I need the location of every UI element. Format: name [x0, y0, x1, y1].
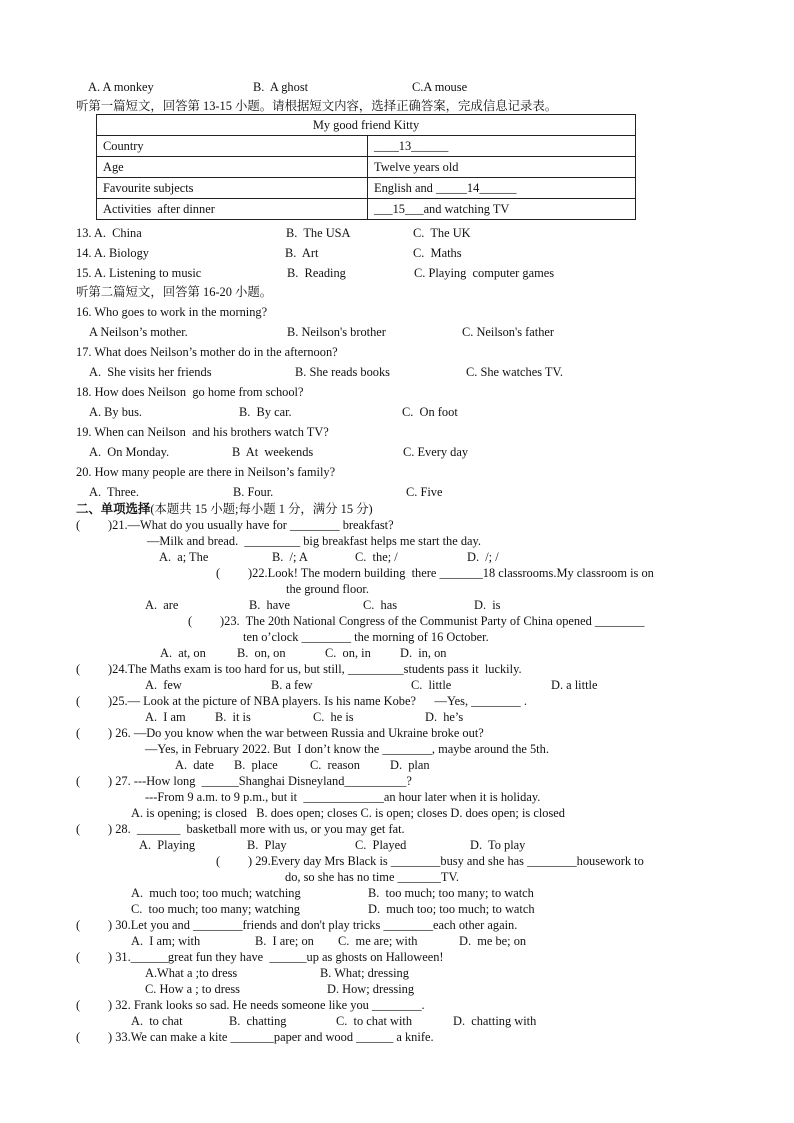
- q24-option-a: A. few: [145, 678, 182, 692]
- q24-option-d: D. a little: [551, 678, 598, 692]
- q22-option-d: D. is: [474, 598, 501, 612]
- table-row: [97, 157, 636, 178]
- q18-question: 18. How does Neilson go home from school?: [76, 385, 304, 399]
- q28-option-d: D. To play: [470, 838, 526, 852]
- q20-option-b: B. Four.: [233, 485, 274, 499]
- q29-option-c: C. too much; too many; watching: [131, 902, 300, 916]
- q24-option-b: B. a few: [271, 678, 313, 692]
- q32-option-b: B. chatting: [229, 1014, 287, 1028]
- q14-option-c: C. Maths: [413, 246, 462, 260]
- table-value: Twelve years old: [368, 157, 636, 178]
- table-title: My good friend Kitty: [97, 115, 636, 136]
- q15-option-b: B. Reading: [287, 266, 346, 280]
- prev-option-b: B. A ghost: [253, 80, 309, 94]
- q19-option-a: A. On Monday.: [89, 445, 170, 459]
- q22-option-c: C. has: [363, 598, 398, 612]
- table-row: [97, 199, 636, 220]
- table-label: Favourite subjects: [97, 178, 368, 199]
- q25-question: ( )25.— Look at the picture of NBA players. Is his name Kobe? —Yes, ________ .: [76, 694, 527, 708]
- q25-option-b: B. it is: [215, 710, 251, 724]
- q18-option-a: A. By bus.: [89, 405, 143, 419]
- q19-option-b: B At weekends: [232, 445, 314, 459]
- q18-option-c: C. On foot: [402, 405, 458, 419]
- q31-option-c: C. How a ; to dress: [145, 982, 240, 996]
- q28-option-c: C. Played: [355, 838, 407, 852]
- q24-question: ( )24.The Maths exam is too hard for us, but still, _________students pass it luckily.: [76, 662, 522, 676]
- q22-option-a: A. are: [145, 598, 179, 612]
- q21-question: ( )21.—What do you usually have for ________ breakfast?: [76, 518, 394, 532]
- q23-question: ( )23. The 20th National Congress of the Communist Party of China opened ________: [188, 614, 645, 628]
- mc-heading-title: 二、单项选择: [76, 502, 151, 516]
- q13-option-a: 13. A. China: [76, 226, 142, 240]
- q32-option-d: D. chatting with: [453, 1014, 537, 1028]
- q29-option-a: A. much too; too much; watching: [131, 886, 301, 900]
- q31-option-b: B. What; dressing: [320, 966, 409, 980]
- q23-option-c: C. on, in: [325, 646, 371, 660]
- q26-option-a: A. date: [175, 758, 214, 772]
- q15-option-a: 15. A. Listening to music: [76, 266, 202, 280]
- q17-option-b: B. She reads books: [295, 365, 390, 379]
- q23-option-a: A. at, on: [160, 646, 206, 660]
- q24-option-c: C. little: [411, 678, 452, 692]
- q30-option-c: C. me are; with: [338, 934, 418, 948]
- q17-option-a: A. She visits her friends: [89, 365, 212, 379]
- mc-heading-note: (本题共 15 小题;每小题 1 分，满分 15 分): [150, 502, 373, 516]
- prev-option-a: A. A monkey: [88, 80, 154, 94]
- q23-line2: ten o’clock ________ the morning of 16 October.: [243, 630, 489, 644]
- prev-option-c: C.A mouse: [412, 80, 468, 94]
- table-value: ___15___and watching TV: [368, 199, 636, 220]
- q26-option-d: D. plan: [390, 758, 430, 772]
- q20-question: 20. How many people are there in Neilson’s family?: [76, 465, 336, 479]
- q21-line2: —Milk and bread. _________ big breakfast helps me start the day.: [147, 534, 482, 548]
- q19-question: 19. When can Neilson and his brothers watch TV?: [76, 425, 329, 439]
- q15-option-c: C. Playing computer games: [414, 266, 555, 280]
- q22-option-b: B. have: [249, 598, 290, 612]
- section1-intro: 听第一篇短文，回答第 13-15 小题。请根据短文内容，选择正确答案，完成信息记录表。: [76, 99, 558, 113]
- q29-option-d: D. much too; too much; to watch: [368, 902, 535, 916]
- q16-option-b: B. Neilson's brother: [287, 325, 386, 339]
- table-row: [97, 136, 636, 157]
- q21-option-b: B. /; A: [272, 550, 308, 564]
- q33-question: ( ) 33.We can make a kite _______paper and wood ______ a knife.: [76, 1030, 434, 1044]
- q14-option-b: B. Art: [285, 246, 319, 260]
- table-label: Activities after dinner: [97, 199, 368, 220]
- q25-option-d: D. he’s: [425, 710, 464, 724]
- q30-question: ( ) 30.Let you and ________friends and don't play tricks ________each other again.: [76, 918, 518, 932]
- q32-option-a: A. to chat: [131, 1014, 183, 1028]
- q26-option-b: B. place: [234, 758, 278, 772]
- mc-section-heading: [76, 502, 373, 517]
- q22-line2: the ground floor.: [286, 582, 369, 596]
- table-value: ____13______: [368, 136, 636, 157]
- q17-option-c: C. She watches TV.: [466, 365, 563, 379]
- q25-option-a: A. I am: [145, 710, 186, 724]
- q26-line2: —Yes, in February 2022. But I don’t know the ________, maybe around the 5th.: [145, 742, 549, 756]
- q26-question: ( ) 26. —Do you know when the war between Russia and Ukraine broke out?: [76, 726, 484, 740]
- q16-question: 16. Who goes to work in the morning?: [76, 305, 268, 319]
- table-row: [97, 178, 636, 199]
- q29-question: ( ) 29.Every day Mrs Black is ________busy and she has ________housework to: [216, 854, 644, 868]
- q17-question: 17. What does Neilson’s mother do in the afternoon?: [76, 345, 338, 359]
- q20-option-a: A. Three.: [89, 485, 140, 499]
- q31-option-d: D. How; dressing: [327, 982, 415, 996]
- q23-option-b: B. on, on: [237, 646, 286, 660]
- q27-question: ( ) 27. ---How long ______Shanghai Disneyland__________?: [76, 774, 412, 788]
- q29-option-b: B. too much; too many; to watch: [368, 886, 534, 900]
- q32-question: ( ) 32. Frank looks so sad. He needs someone like you ________.: [76, 998, 425, 1012]
- q28-option-a: A. Playing: [139, 838, 196, 852]
- q13-option-b: B. The USA: [286, 226, 351, 240]
- q26-option-c: C. reason: [310, 758, 360, 772]
- table-label: Age: [97, 157, 368, 178]
- q31-question: ( ) 31.______great fun they have ______up as ghosts on Halloween!: [76, 950, 444, 964]
- info-table: [96, 114, 636, 220]
- table-value: English and _____14______: [368, 178, 636, 199]
- q22-question: ( )22.Look! The modern building there _______18 classrooms.My classroom is on: [216, 566, 654, 580]
- q23-option-d: D. in, on: [400, 646, 447, 660]
- q32-option-c: C. to chat with: [336, 1014, 413, 1028]
- section2-intro: 听第二篇短文，回答第 16-20 小题。: [76, 285, 273, 299]
- q25-option-c: C. he is: [313, 710, 354, 724]
- q27-line2: ---From 9 a.m. to 9 p.m., but it _____________an hour later when it is holiday.: [145, 790, 541, 804]
- q28-option-b: B. Play: [247, 838, 287, 852]
- q21-option-d: D. /; /: [467, 550, 499, 564]
- q18-option-b: B. By car.: [239, 405, 292, 419]
- table-title-row: [97, 115, 636, 136]
- q30-option-a: A. I am; with: [131, 934, 201, 948]
- table-label: Country: [97, 136, 368, 157]
- q30-option-b: B. I are; on: [255, 934, 314, 948]
- q30-option-d: D. me be; on: [459, 934, 527, 948]
- q27-options: A. is opening; is closed B. does open; closes C. is open; closes D. does open; is closed: [131, 806, 565, 820]
- q16-option-a: A Neilson’s mother.: [89, 325, 188, 339]
- q16-option-c: C. Neilson's father: [462, 325, 555, 339]
- q14-option-a: 14. A. Biology: [76, 246, 149, 260]
- q20-option-c: C. Five: [406, 485, 443, 499]
- q19-option-c: C. Every day: [403, 445, 469, 459]
- q21-option-a: A. a; The: [159, 550, 209, 564]
- q29-line2: do, so she has no time _______TV.: [285, 870, 459, 884]
- q13-option-c: C. The UK: [413, 226, 471, 240]
- q28-question: ( ) 28. _______ basketball more with us, or you may get fat.: [76, 822, 405, 836]
- q21-option-c: C. the; /: [355, 550, 398, 564]
- q31-option-a: A.What a ;to dress: [145, 966, 238, 980]
